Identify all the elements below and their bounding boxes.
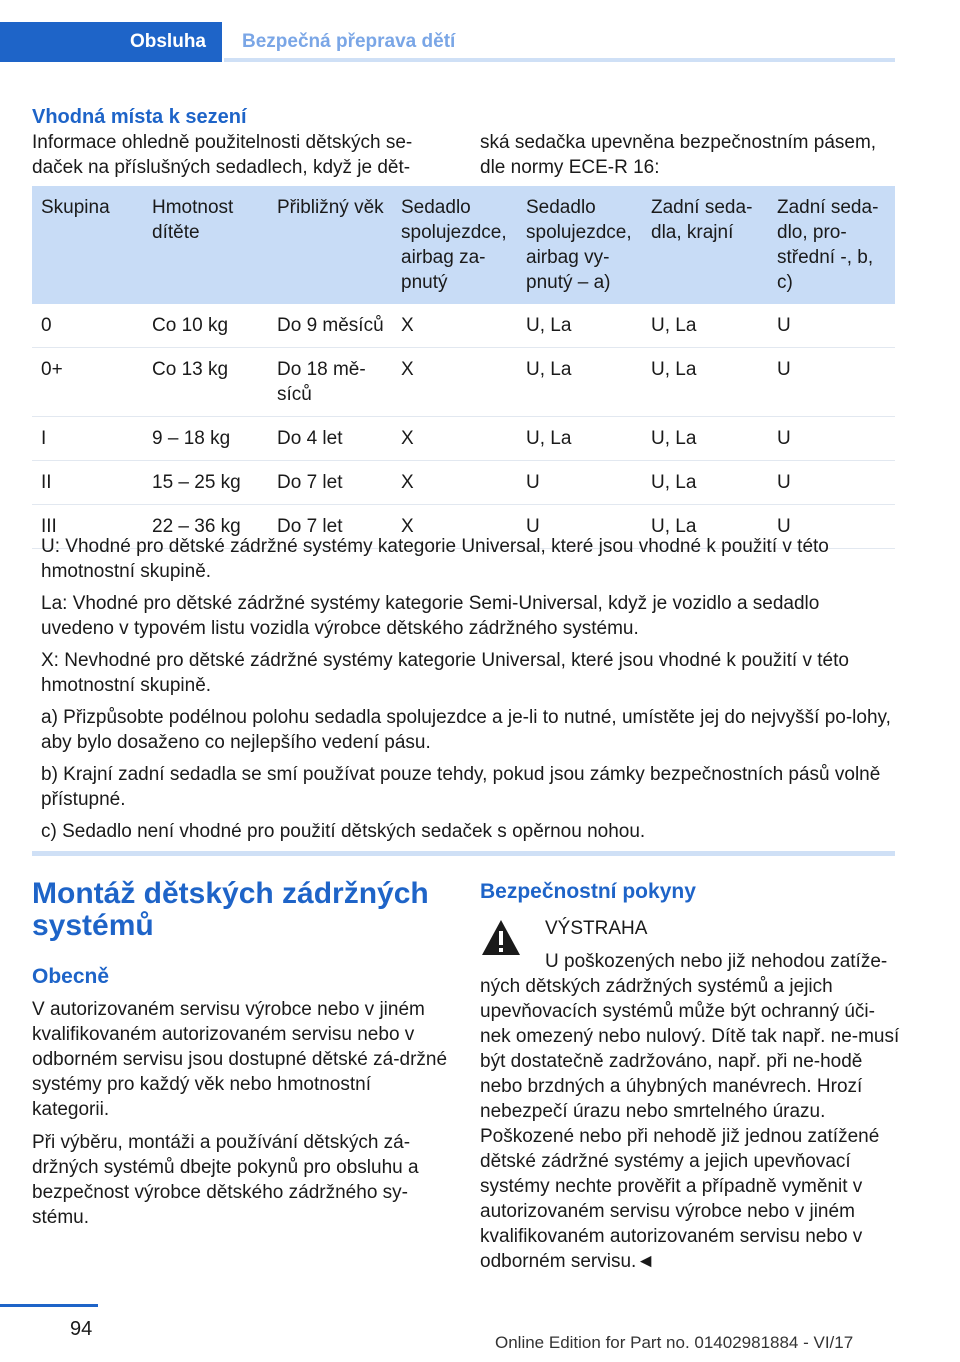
table-cell: X [392,348,517,417]
note-item: X: Nevhodné pro dětské zádržné systémy kategorie Universal, které jsou vhodné k použití v této hmotnostní skupině. [41,650,849,696]
warning-triangle-icon [480,918,522,958]
section-tab[interactable]: Bezpečná přeprava dětí [242,31,456,52]
paragraph: Při výběru, montáži a používání dětských zá‐držných systémů dbejte pokynů pro obsluhu a bezpečnost výrobce dětského zádržného sy‐stému. [32,1132,419,1228]
table-cell: Do 7 let [268,505,392,549]
table-header-cell: Přibližný věk [268,186,392,304]
warning-text-start: U poškozených nebo již nehodou zatíže‐ [545,951,888,972]
table-header-cell: Skupina [32,186,143,304]
table-cell: Do 18 mě‐síců [268,348,392,417]
table-cell: 22 – 36 kg [143,505,268,549]
table-header-cell: Zadní seda‐dla, krajní [642,186,768,304]
table-cell: U, La [642,461,768,505]
table-cell: Do 9 měsíců [268,304,392,348]
table-cell: U [768,304,895,348]
table-cell: X [392,304,517,348]
table-row [32,348,895,417]
section-subheading: Vhodná místa k sezení [32,106,247,128]
table-cell: III [32,505,143,549]
warning-label: VÝSTRAHA [545,918,648,939]
table-cell: U [768,417,895,461]
table-cell: 0+ [32,348,143,417]
table-cell: U, La [642,417,768,461]
general-text [32,997,452,1238]
table-cell: U, La [517,348,642,417]
table-cell: U [768,348,895,417]
table-cell: U [768,461,895,505]
table-cell: Do 4 let [268,417,392,461]
paragraph: V autorizovaném servisu výrobce nebo v jiném kvalifikovaném autorizovaném servisu nebo v odborném servisu jsou dostupné dětské zá‐držné systémy pro každý věk nebo hmotnostní kategorii. [32,999,448,1120]
table-cell: U, La [642,505,768,549]
table-cell: U, La [517,417,642,461]
table-cell: U, La [517,304,642,348]
table-cell: 15 – 25 kg [143,461,268,505]
chapter-tab[interactable]: Obsluha [0,22,222,62]
header-rule [224,58,895,62]
table-cell: X [392,461,517,505]
section-divider [32,851,895,856]
section-title: Montáž dětských zádržných systémů [32,877,429,942]
seat-suitability-table [32,186,895,549]
table-header-row [32,186,895,304]
note-item: c) Sedadlo není vhodné pro použití dětských sedaček s opěrnou nohou. [41,821,646,842]
table-cell: II [32,461,143,505]
table-header-cell: Zadní seda‐dlo, pro‐střední -, b, c) [768,186,895,304]
table-header-cell: Hmotnost dítěte [143,186,268,304]
note-item: U: Vhodné pro dětské zádržné systémy kategorie Universal, které jsou vhodné k použití v této hmotnostní skupině. [41,536,829,582]
note-item: b) Krajní zadní sedadla se smí používat pouze tehdy, pokud jsou zámky bezpečnostních pásů volně přístupné. [41,764,881,810]
page-header [0,22,895,62]
table-cell: U, La [642,348,768,417]
edition-footer: Online Edition for Part no. 01402981884 - VI/17 [495,1333,854,1352]
table-row [32,417,895,461]
intro-text-left: Informace ohledně použitelnosti dětských se‐daček na příslušných sedadlech, když je dět‐ [32,132,413,178]
note-item: a) Přizpůsobte podélnou polohu sedadla spolujezdce a je-li to nutné, umístěte jej do nejvyšší po‐lohy, aby bylo dosaženo co nejlepšího vedení pásu. [41,707,891,753]
table-cell: X [392,505,517,549]
table-cell: U [517,505,642,549]
table-header-cell: Sedadlo spolujezdce, airbag vy‐pnutý – a) [517,186,642,304]
safety-title: Bezpečnostní pokyny [480,880,696,903]
table-cell: U, La [642,304,768,348]
table-cell: Co 13 kg [143,348,268,417]
table-cell: Co 10 kg [143,304,268,348]
table-row [32,304,895,348]
table-cell: Do 7 let [268,461,392,505]
table-cell: U [517,461,642,505]
warning-text: ných dětských zádržných systémů a jejich upevňovacích systémů může být ochranný úči‐nek omezený nebo nulový. Dítě tak např. ne‐musí být dostatečně zadržováno, např. při ne‐hodě nebo brzdných a úhybných manévrech. Hrozí nebezpečí úrazu nebo smrtelného úrazu. Poškozené nebo při nehodě již jednou zatížené dětské zádržné systémy a jejich upevňovací systémy nechte prověřit a případně vyměnit v autorizovaném servisu výrobce nebo v jiném kvalifikovaném autorizovaném servisu nebo v odborném servisu.◄ [480,976,900,1272]
table-cell: X [392,417,517,461]
table-row [32,461,895,505]
table-cell: 0 [32,304,143,348]
table-cell: I [32,417,143,461]
table-header-cell: Sedadlo spolujezdce, airbag za‐pnutý [392,186,517,304]
table-notes [41,534,891,851]
table-cell: U [768,505,895,549]
note-item: La: Vhodné pro dětské zádržné systémy kategorie Semi-Universal, když je vozidlo a sedadlo uvedeno v typovém listu vozidla výrobce dětského zádržného systému. [41,593,820,639]
intro-text-right: ská sedačka upevněna bezpečnostním pásem, dle normy ECE-R 16: [480,132,877,178]
subsection-title: Obecně [32,965,110,988]
table-cell: 9 – 18 kg [143,417,268,461]
page-number-rule [0,1304,98,1307]
page-number: 94 [70,1318,93,1340]
